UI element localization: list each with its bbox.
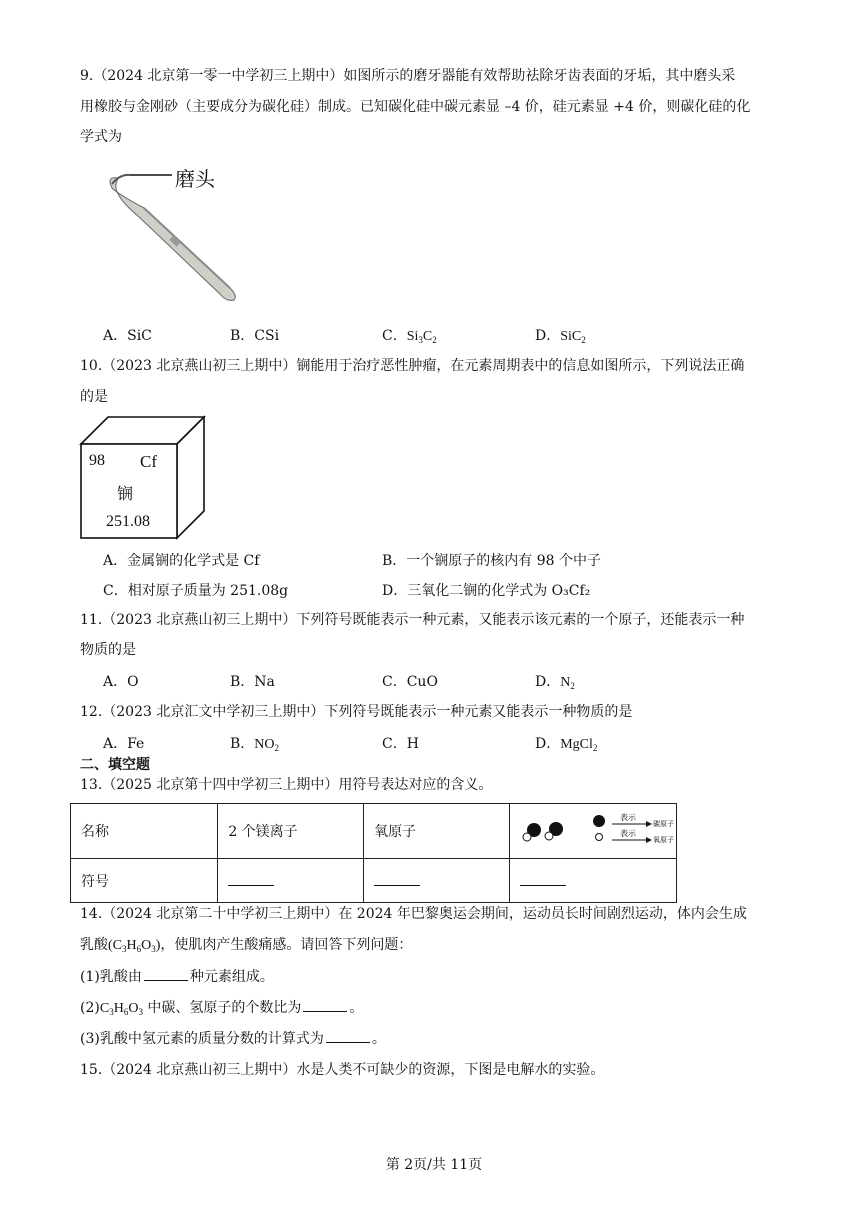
q9-option-c-prefix: C．	[382, 328, 407, 344]
q14-sub1-blank[interactable]	[144, 967, 188, 981]
legend-bottom-word: 表示	[620, 829, 636, 838]
lactic-acid-formula: $(C_3H_6O_3)$	[108, 938, 161, 954]
answer-line[interactable]	[228, 872, 274, 886]
legend-oxygen-atom: 氧原子	[653, 836, 674, 844]
q12-option-b-formula: $NO_2$	[254, 737, 280, 753]
page-footer: 第 2页/共 11页	[385, 1157, 483, 1173]
q13-answer-blank-1[interactable]	[218, 859, 364, 903]
figure-label-grinding-head: 磨头	[175, 167, 215, 191]
q13-answer-blank-3[interactable]	[510, 859, 677, 903]
molecule-diagram	[510, 804, 676, 854]
q14-sub2-a: $(2)C_3H_6O_3$	[80, 1000, 143, 1017]
q9-option-b[interactable]: B．CSi	[230, 328, 280, 344]
q13-cell-molecule-diagram	[510, 804, 677, 859]
legend-top-word: 表示	[620, 813, 636, 822]
q13-cell-oxygen-atom: 氧原子	[364, 804, 510, 859]
q14-sub1-b: 种元素组成。	[189, 969, 274, 985]
legend-carbon-atom: 碳原子	[653, 820, 674, 828]
q14-sub2	[80, 998, 363, 1022]
q14-line2	[80, 935, 412, 959]
q13-cell-magnesium-ions: 2 个镁离子	[218, 804, 364, 859]
q9-option-c-formula: $Si_3C_2$	[406, 329, 437, 345]
q12-option-b[interactable]	[230, 733, 279, 753]
q13-cell-symbol-header: 符号	[71, 859, 218, 903]
answer-line[interactable]	[520, 872, 566, 886]
q9-option-d-prefix: D．	[535, 328, 561, 344]
q14-sub3-b: 。	[371, 1031, 386, 1047]
q9-line2: 用橡胶与金刚砂（主要成分为碳化硅）制成。已知碳化硅中碳元素显 –4 价，硅元素显 +4 价，则碳化硅的化	[80, 99, 751, 115]
q14-sub3-blank[interactable]	[326, 1029, 370, 1043]
q9-option-a[interactable]: A．SiC	[103, 328, 152, 344]
q9-line1: 9.（2024 北京第一零一中学初三上期中）如图所示的磨牙器能有效帮助祛除牙齿表面的牙垢，其中磨头采	[80, 68, 736, 84]
q14-sub2-c: 。	[349, 1000, 364, 1016]
q12-option-c[interactable]: C．H	[382, 736, 419, 752]
q14-sub1	[80, 967, 274, 987]
section-heading-fill-in: 二、填空题	[80, 757, 150, 773]
q12-option-a[interactable]: A．Fe	[103, 736, 145, 752]
answer-line[interactable]	[374, 872, 420, 886]
q11-option-d[interactable]	[535, 671, 575, 691]
q12-option-b-prefix: B．	[230, 736, 255, 752]
q14-line2-suffix: ，使肌肉产生酸痛感。请回答下列问题：	[160, 937, 413, 953]
element-symbol: Cf	[140, 452, 157, 471]
q14-sub2-b: 中碳、氢原子的个数比为	[147, 1000, 302, 1016]
q11-option-c[interactable]: C．CuO	[382, 674, 438, 690]
q10-option-d[interactable]: D．三氧化二锎的化学式为 O₃Cf₂	[382, 583, 591, 599]
element-atomic-mass: 251.08	[106, 513, 150, 530]
q9-line3: 学式为	[80, 129, 122, 145]
q10-line1: 10.（2023 北京燕山初三上期中）锎能用于治疗恶性肿瘤，在元素周期表中的信息如图所示，下列说法正确	[80, 358, 745, 374]
q14-sub2-blank[interactable]	[303, 998, 347, 1012]
q11-option-a[interactable]: A．O	[103, 674, 139, 690]
q13-table	[70, 803, 677, 903]
q14-sub1-a: (1)乳酸由	[80, 969, 142, 985]
q13-cell-name-header: 名称	[71, 804, 218, 859]
element-name: 锎	[117, 484, 134, 503]
q15-line1: 15.（2024 北京燕山初三上期中）水是人类不可缺少的资源，下图是电解水的实验。	[80, 1062, 605, 1078]
q12-option-d-prefix: D．	[535, 736, 561, 752]
q14-sub3-a: (3)乳酸中氢元素的质量分数的计算式为	[80, 1031, 324, 1047]
q14-sub3	[80, 1029, 386, 1049]
q10-option-a[interactable]: A．金属锎的化学式是 Cf	[103, 553, 260, 569]
q11-option-d-prefix: D．	[535, 674, 561, 690]
q12-line1: 12.（2023 北京汇文中学初三上期中）下列符号既能表示一种元素又能表示一种物质的是	[80, 704, 633, 720]
q9-option-d[interactable]	[535, 325, 586, 345]
q11-line2: 物质的是	[80, 642, 136, 658]
q10-line2: 的是	[80, 389, 108, 405]
q12-option-d[interactable]	[535, 733, 597, 753]
q11-option-b[interactable]: B．Na	[230, 674, 275, 690]
q13-line1: 13.（2025 北京第十四中学初三上期中）用符号表达对应的含义。	[80, 777, 493, 793]
q10-option-c[interactable]: C．相对原子质量为 251.08g	[103, 583, 289, 599]
q12-option-d-formula: MgCl$_2$	[560, 737, 598, 753]
q11-line1: 11.（2023 北京燕山初三上期中）下列符号既能表示一种元素，又能表示该元素的一个原子，还能表示一种	[80, 612, 745, 628]
q9-option-d-formula: SiC$_2$	[560, 329, 586, 345]
q10-option-b[interactable]: B．一个锎原子的核内有 98 个中子	[382, 553, 602, 569]
q14-line2-prefix: 乳酸	[80, 937, 108, 953]
q11-option-d-formula: $N_2$	[560, 675, 575, 691]
q13-answer-blank-2[interactable]	[364, 859, 510, 903]
element-atomic-number: 98	[89, 452, 105, 469]
q9-option-c[interactable]	[382, 325, 437, 345]
q14-line1: 14.（2024 北京第二十中学初三上期中）在 2024 年巴黎奥运会期间，运动员长时间剧烈运动，体内会生成	[80, 906, 747, 922]
